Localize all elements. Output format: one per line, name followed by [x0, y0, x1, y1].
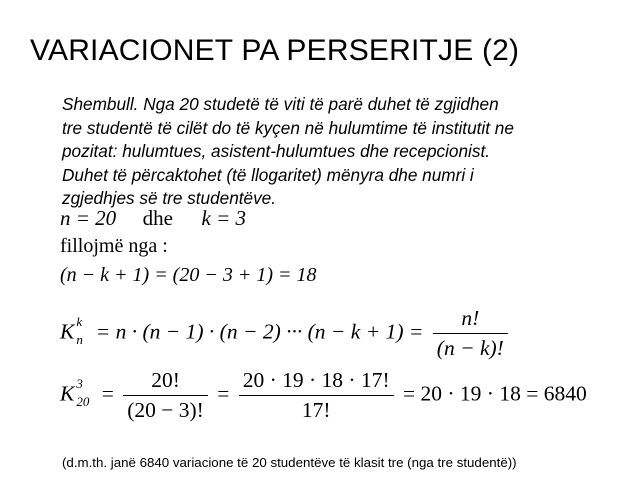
fraction-denominator: (n − k)!	[436, 336, 504, 360]
fraction-numerator: 20 · 19 · 18 · 17!	[239, 368, 394, 396]
calculation	[60, 368, 587, 423]
k-value: k = 3	[201, 206, 246, 230]
formula-product: = n · (n − 1) · (n − 2) ··· (n − k + 1) =	[95, 319, 424, 344]
n-value: n = 20	[60, 206, 117, 230]
example-line: tre studentë të cilët do të kyçen në hulumtime të institutit ne	[62, 117, 514, 138]
intro-text: fillojmë nga :	[60, 235, 168, 257]
calc-fraction-1	[123, 368, 208, 423]
example-text	[62, 93, 628, 211]
fraction-numerator: 20!	[123, 368, 208, 396]
formula-symbol: K	[60, 319, 75, 344]
equals-sign: =	[101, 381, 114, 406]
footer-note: (d.m.th. janë 6840 variacione të 20 studentëve të klasit tre (nga tre studentë))	[62, 455, 517, 470]
formula-indices	[74, 313, 90, 347]
step-equation: (n − k + 1) = (20 − 3 + 1) = 18	[60, 264, 317, 286]
equals-sign: =	[217, 381, 230, 406]
calc-symbol: K	[60, 381, 75, 406]
general-formula	[60, 306, 512, 361]
formula-fraction	[433, 306, 508, 361]
calc-sup: 3	[76, 375, 83, 391]
example-line: zgjedhjes së tre studentëve.	[62, 188, 277, 208]
example-line: Shembull. Nga 20 studetë të viti të parë duhet të zgjidhen	[62, 94, 499, 114]
example-line: Duhet të përcaktohet (të llogaritet) mënyra dhe numri i	[62, 164, 474, 185]
calc-indices	[74, 375, 96, 409]
fraction-denominator: (20 − 3)!	[127, 398, 204, 422]
formula-sub: n	[76, 331, 83, 347]
calc-sub: 20	[76, 393, 90, 409]
fraction-denominator: 17!	[301, 398, 331, 422]
given-values	[60, 206, 246, 231]
fraction-numerator: n!	[433, 306, 508, 334]
connector-word: dhe	[142, 206, 173, 230]
example-line: pozitat: hulumtues, asistent-hulumtues dhe recepcionist.	[62, 141, 491, 161]
formula-sup: k	[76, 313, 83, 329]
calc-result: = 20 · 19 · 18 = 6840	[403, 381, 587, 406]
slide-title: VARIACIONET PA PERSERITJE (2)	[30, 34, 520, 67]
calc-fraction-2	[239, 368, 394, 423]
